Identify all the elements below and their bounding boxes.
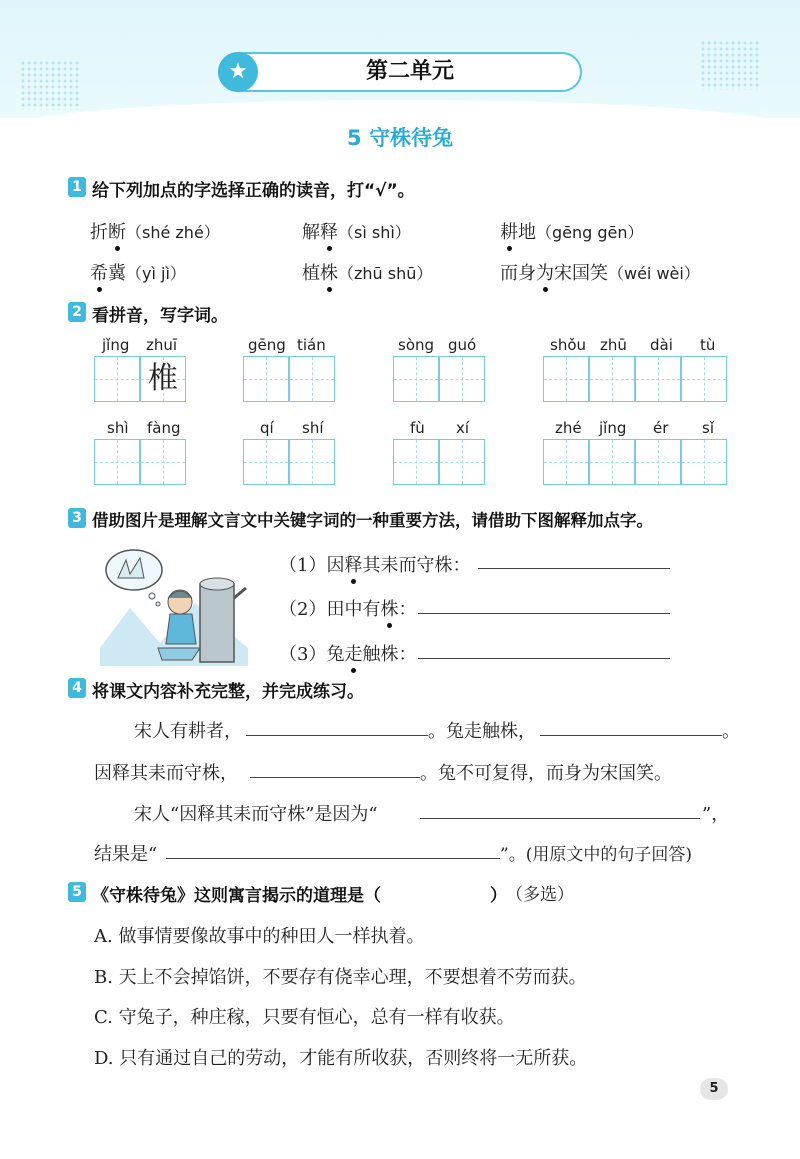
- pinyin-label: xí: [456, 419, 470, 437]
- pinyin-label: zhuī: [146, 336, 178, 354]
- answer-line[interactable]: [478, 568, 670, 569]
- question-number: 5: [68, 882, 86, 902]
- pinyin-label: dài: [650, 336, 673, 354]
- question-number: 3: [68, 508, 86, 528]
- lesson-title: 5 守株待兔: [347, 126, 453, 150]
- answer-line[interactable]: [250, 777, 420, 778]
- choice-option[interactable]: B. 天上不会掉馅饼，不要存有侥幸心理，不要想着不劳而获。: [94, 967, 587, 988]
- dotted-character: 释: [320, 218, 338, 244]
- writing-cell[interactable]: [289, 356, 335, 402]
- answer-line[interactable]: [166, 858, 500, 859]
- pinyin-choice-item[interactable]: 植株（zhū shū）: [302, 259, 432, 285]
- pinyin-choice-item[interactable]: 希冀（yì jì）: [90, 259, 186, 285]
- header-dot-pattern: [20, 60, 80, 110]
- pinyin-label: tù: [700, 336, 716, 354]
- writing-cell[interactable]: [393, 439, 439, 485]
- pinyin-choice-item[interactable]: 耕地（gēng gēn）: [500, 218, 644, 244]
- question-number: 4: [68, 678, 86, 698]
- passage-text: 。兔走触株，: [428, 721, 536, 742]
- pinyin-label: zhū: [600, 336, 627, 354]
- pinyin-label: zhé: [555, 419, 582, 437]
- dotted-character: 为: [536, 259, 554, 285]
- choice-option[interactable]: C. 守兔子，种庄稼，只要有恒心，总有一样有收获。: [94, 1007, 515, 1028]
- question-note: （多选）: [506, 885, 574, 905]
- question-number: 2: [68, 302, 86, 322]
- writing-cell[interactable]: [243, 356, 289, 402]
- pinyin-label: shǒu: [550, 336, 587, 354]
- pinyin-label: jǐng: [599, 419, 627, 437]
- writing-cell[interactable]: [589, 356, 635, 402]
- header-dot-pattern: [700, 40, 760, 90]
- pinyin-label: sòng: [398, 336, 435, 354]
- passage-text: 宋人“因释其耒而守株”是因为“: [134, 804, 378, 825]
- question-prompt: 借助图片是理解文言文中关键字词的一种重要方法，请借助下图解释加点字。: [92, 511, 653, 530]
- question-number: 1: [68, 177, 86, 197]
- writing-cell[interactable]: [94, 356, 140, 402]
- writing-cell[interactable]: [393, 356, 439, 402]
- writing-cell[interactable]: [635, 439, 681, 485]
- pinyin-label: jǐng: [102, 336, 130, 354]
- writing-cell[interactable]: [140, 439, 186, 485]
- passage-text: 因释其耒而守株，: [94, 763, 238, 784]
- choice-option[interactable]: D. 只有通过自己的劳动，才能有所收获，否则终将一无所获。: [94, 1048, 588, 1069]
- star-icon: ★: [218, 52, 258, 92]
- writing-cell[interactable]: [94, 439, 140, 485]
- answer-line[interactable]: [418, 658, 670, 659]
- dotted-character: 断: [108, 218, 126, 244]
- writing-cell[interactable]: [543, 356, 589, 402]
- pinyin-label: sǐ: [702, 419, 714, 437]
- passage-text: ”。(用原文中的句子回答): [500, 845, 692, 865]
- pinyin-label: shí: [302, 419, 324, 437]
- writing-cell[interactable]: [243, 439, 289, 485]
- writing-cell[interactable]: [635, 356, 681, 402]
- question-prompt: 给下列加点的字选择正确的读音，打“√”。: [92, 181, 415, 201]
- page-number: 5: [700, 1078, 728, 1100]
- explain-item: （3）兔走触株：: [279, 640, 416, 666]
- pinyin-choice-item[interactable]: 折断（shé zhé）: [90, 218, 220, 244]
- pinyin-choice-item[interactable]: 而身为宋国笑（wéi wèi）: [500, 259, 700, 285]
- written-character: 椎: [148, 361, 178, 396]
- writing-cell[interactable]: [543, 439, 589, 485]
- dotted-character: 释: [344, 551, 362, 577]
- pinyin-label: gēng: [248, 336, 286, 354]
- question-prompt-close: ）: [490, 886, 507, 906]
- passage-text: 宋人有耕者，: [134, 721, 242, 742]
- passage-text: ”，: [702, 804, 730, 825]
- pinyin-label: qí: [260, 419, 274, 437]
- question-prompt: 《守株待兔》这则寓言揭示的道理是（: [92, 886, 381, 906]
- writing-cell[interactable]: [439, 356, 485, 402]
- writing-cell[interactable]: [681, 356, 727, 402]
- pinyin-label: guó: [448, 336, 477, 354]
- answer-line[interactable]: [540, 735, 722, 736]
- dotted-character: 株: [380, 595, 398, 621]
- answer-line[interactable]: [420, 818, 700, 819]
- dotted-character: 株: [320, 259, 338, 285]
- question-prompt: 看拼音，写字词。: [92, 306, 228, 326]
- pinyin-label: tián: [297, 336, 326, 354]
- pinyin-choice-item[interactable]: 解释（sì shì）: [302, 218, 411, 244]
- writing-cell[interactable]: [439, 439, 485, 485]
- answer-line[interactable]: [418, 613, 670, 614]
- passage-text: 结果是“: [94, 844, 158, 865]
- dotted-character: 希: [90, 259, 108, 285]
- question-prompt: 将课文内容补充完整，并完成练习。: [92, 682, 364, 702]
- answer-line[interactable]: [246, 735, 428, 736]
- dotted-character: 走: [344, 640, 362, 666]
- pinyin-label: fù: [410, 419, 425, 437]
- pinyin-label: ér: [653, 419, 669, 437]
- explain-item: （1）因释其耒而守株：: [279, 551, 470, 577]
- choice-option[interactable]: A. 做事情要像故事中的种田人一样执着。: [94, 926, 425, 947]
- writing-cell[interactable]: [681, 439, 727, 485]
- passage-text: 。兔不可复得，而身为宋国笑。: [420, 763, 672, 784]
- passage-text: 。: [722, 721, 740, 742]
- pinyin-label: shì: [107, 419, 129, 437]
- writing-cell[interactable]: [589, 439, 635, 485]
- farmer-illustration: [100, 548, 248, 666]
- dotted-character: 耕: [500, 218, 518, 244]
- explain-item: （2）田中有株：: [279, 595, 416, 621]
- unit-title: 第二单元: [365, 59, 454, 84]
- writing-cell[interactable]: [289, 439, 335, 485]
- pinyin-label: fàng: [147, 419, 181, 437]
